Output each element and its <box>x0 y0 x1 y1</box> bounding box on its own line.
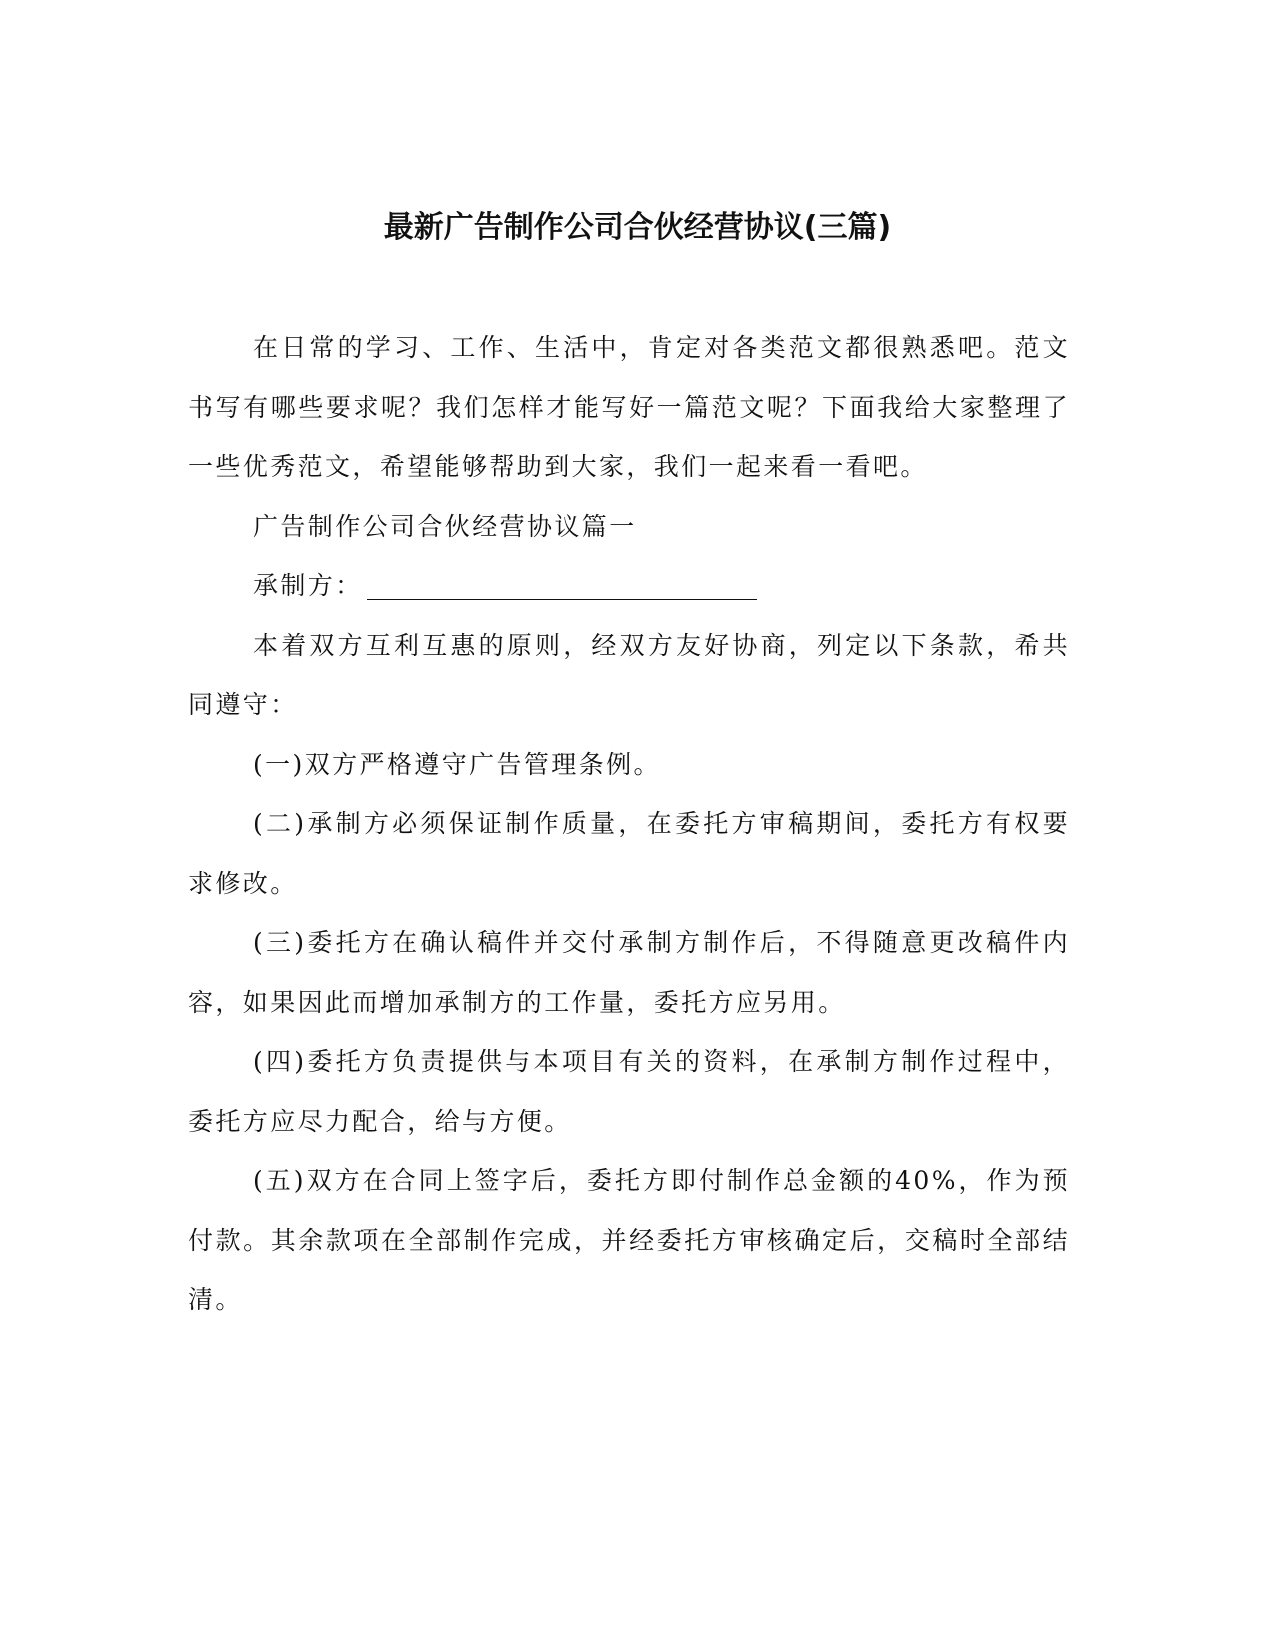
clause-4: (四)委托方负责提供与本项目有关的资料，在承制方制作过程中，委托方应尽力配合，给与方便。 <box>188 1047 1070 1136</box>
intro-paragraph: 在日常的学习、工作、生活中，肯定对各类范文都很熟悉吧。范文书写有哪些要求呢？我们怎样才能写好一篇范文呢？下面我给大家整理了一些优秀范文，希望能够帮助到大家，我们一起来看一看吧。 <box>188 333 1070 481</box>
document-body <box>188 318 1070 1330</box>
clause-2: (二)承制方必须保证制作质量，在委托方审稿期间，委托方有权要求修改。 <box>188 809 1070 898</box>
preamble-paragraph: 本着双方互利互惠的原则，经双方友好协商，列定以下条款，希共同遵守： <box>188 630 1070 719</box>
contractor-line <box>188 556 1070 616</box>
contractor-blank-field <box>367 573 757 600</box>
document-title: 最新广告制作公司合伙经营协议(三篇) <box>383 210 892 245</box>
clause-3: (三)委托方在确认稿件并交付承制方制作后，不得随意更改稿件内容，如果因此而增加承制方的工作量，委托方应另用。 <box>188 928 1070 1017</box>
clause-5: (五)双方在合同上签字后，委托方即付制作总金额的40%，作为预付款。其余款项在全部制作完成，并经委托方审核确定后，交稿时全部结清。 <box>188 1166 1070 1314</box>
section-heading: 广告制作公司合伙经营协议篇一 <box>253 511 637 541</box>
contractor-label: 承制方： <box>253 571 363 600</box>
clause-1: (一)双方严格遵守广告管理条例。 <box>253 749 661 779</box>
